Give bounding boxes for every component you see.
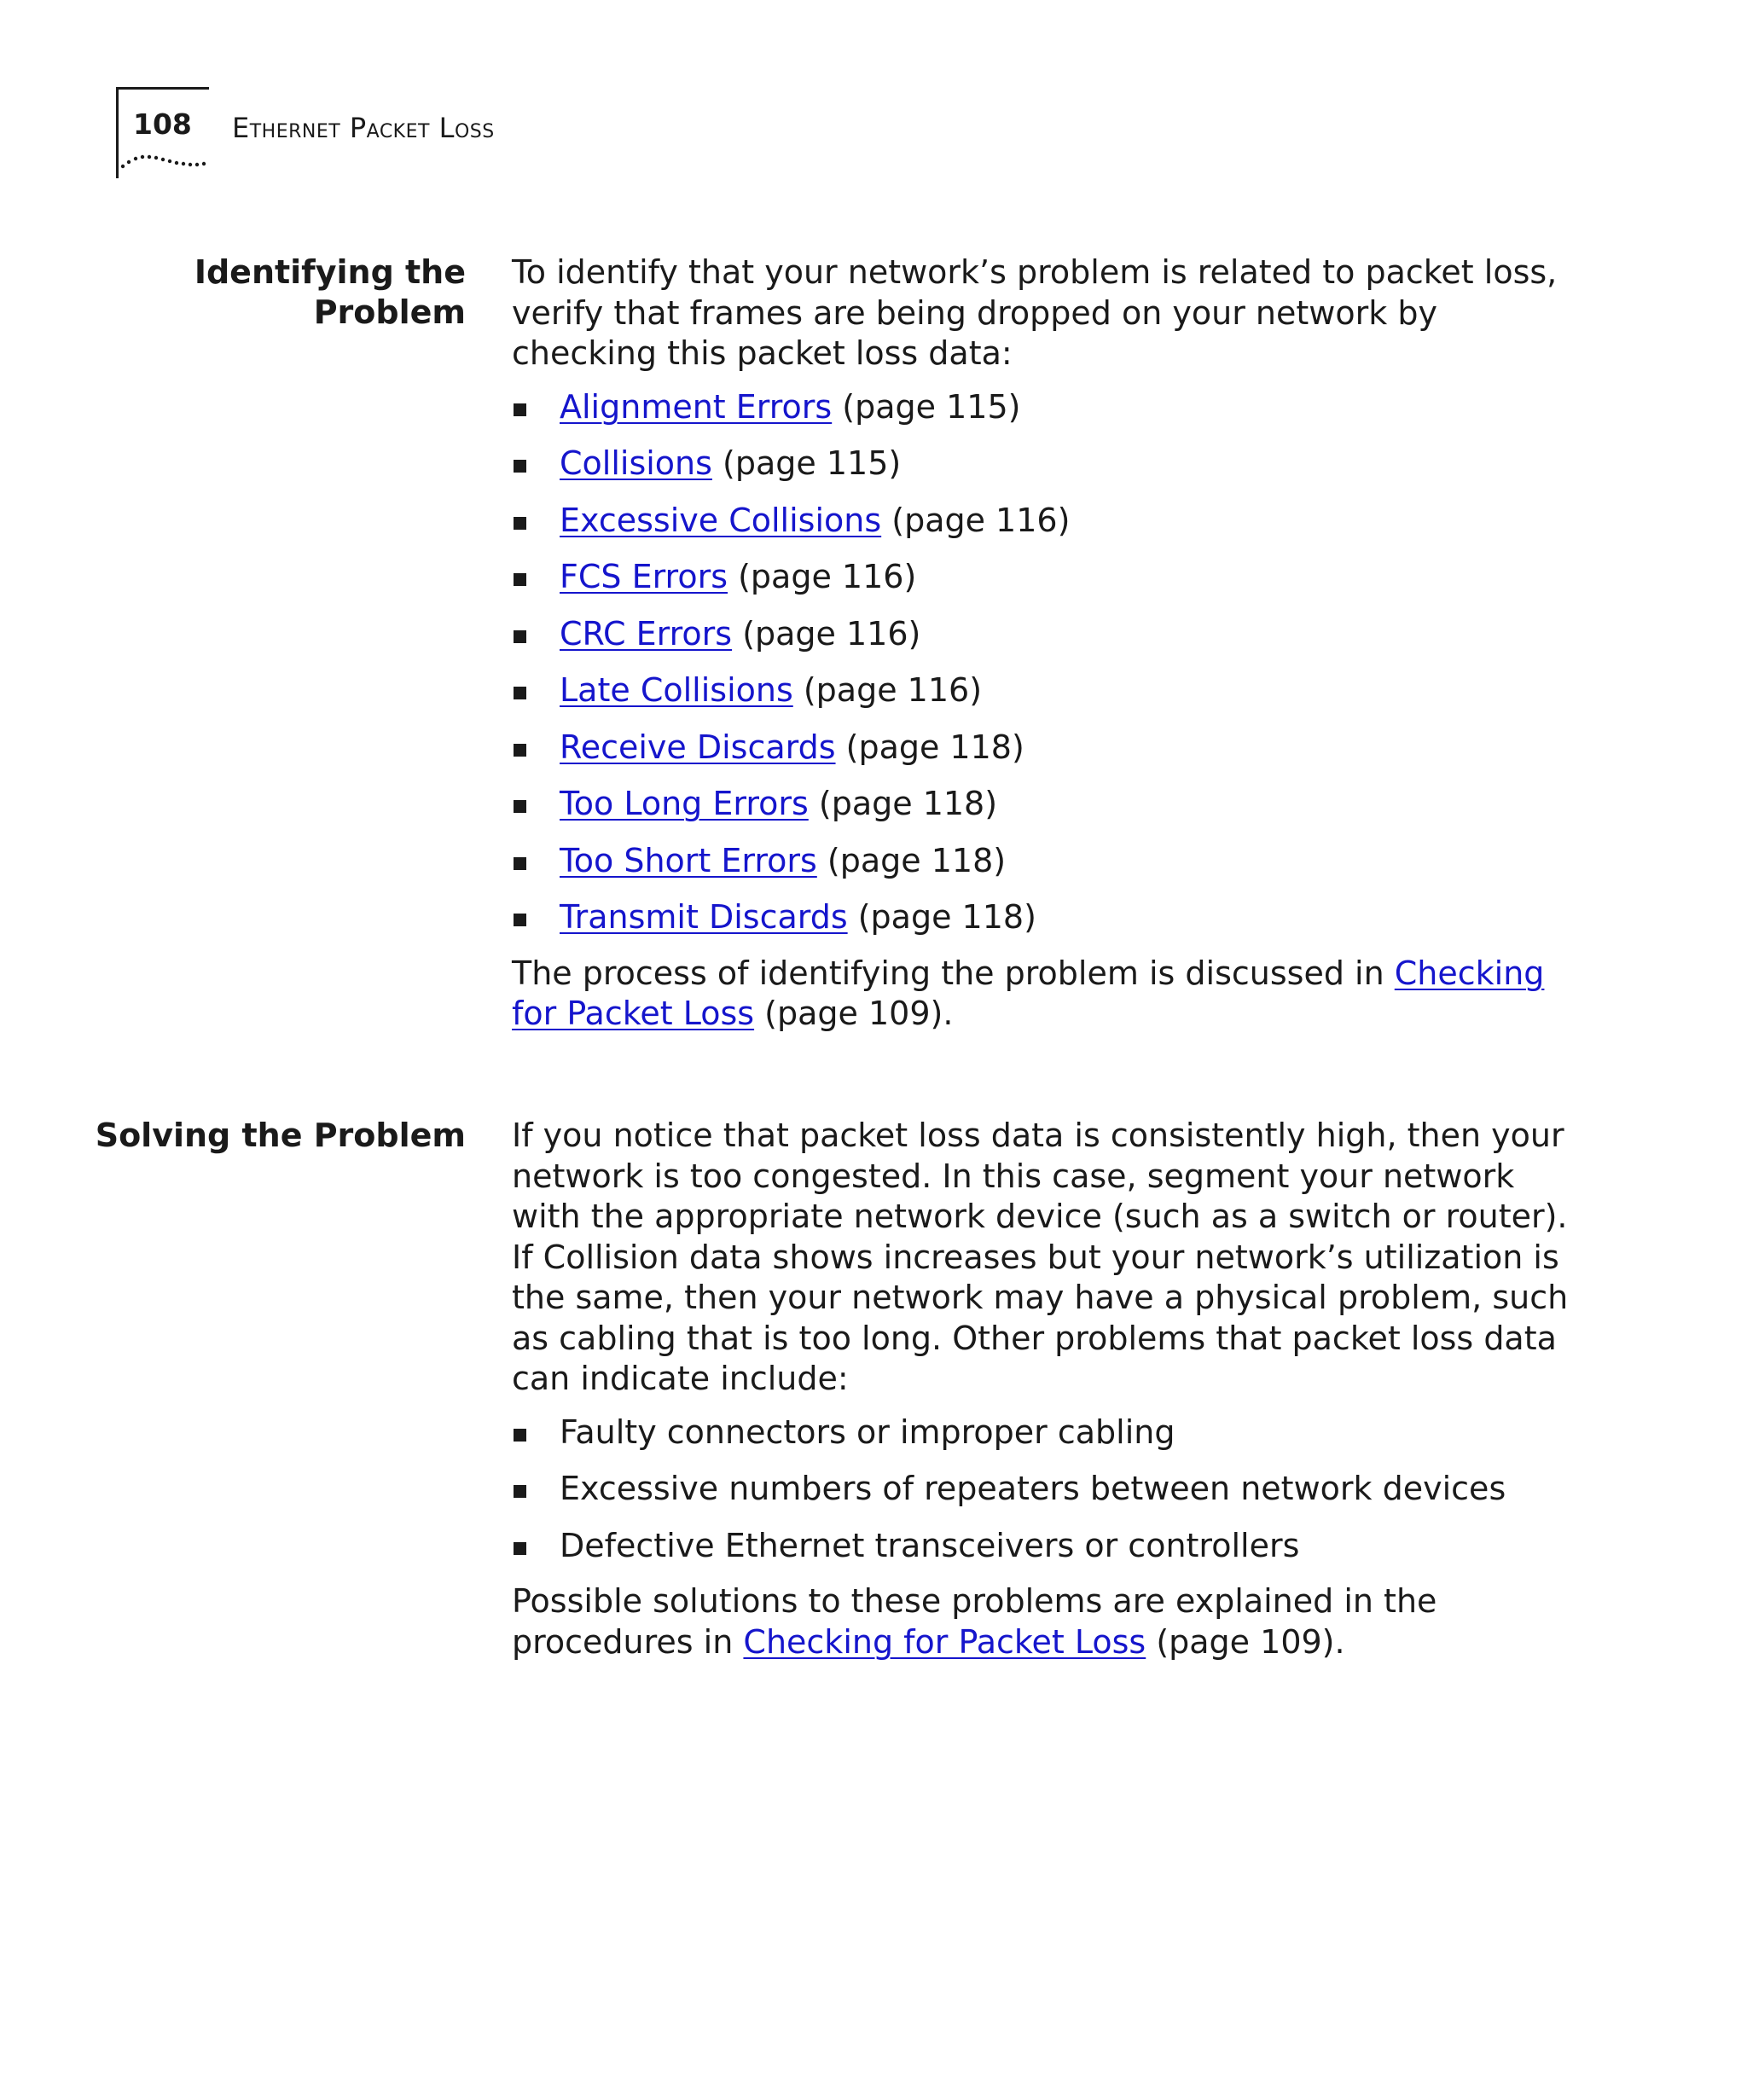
page-ref: (page 109). xyxy=(764,995,954,1032)
intro-paragraph: If you notice that packet loss data is consistently high, then your network is too congested. In this case, segment your network with the appropriate network device (such as a switch or router). If Collision data shows increases but your network’s utilization is the same, then your network may have a physical problem, such as cabling that is too long. Other problems that packet loss data can indicate include: xyxy=(512,1117,1569,1397)
link-receive-discards[interactable]: Receive Discards xyxy=(560,728,836,766)
square-bullet-icon xyxy=(514,460,526,473)
closing-paragraph xyxy=(512,1581,1570,1662)
page-ref: (page 116) xyxy=(742,614,921,653)
list-item xyxy=(512,783,1570,824)
square-bullet-icon xyxy=(514,630,526,643)
list-item xyxy=(512,443,1570,484)
page-header xyxy=(0,0,1747,188)
square-bullet-icon xyxy=(514,1542,526,1555)
closing-text: The process of identifying the problem is discussed in xyxy=(512,954,1384,992)
dotted-arc-decoration xyxy=(119,150,208,171)
page-ref: (page 115) xyxy=(723,444,902,482)
square-bullet-icon xyxy=(514,1429,526,1442)
square-bullet-icon xyxy=(514,857,526,870)
list-item xyxy=(512,556,1570,597)
page-ref: (page 116) xyxy=(891,501,1071,539)
link-crc-errors[interactable]: CRC Errors xyxy=(560,614,733,653)
square-bullet-icon xyxy=(514,744,526,757)
list-item xyxy=(512,670,1570,711)
link-checking-for-packet-loss[interactable]: Checking for Packet Loss xyxy=(512,954,1545,1032)
list-item-text: Faulty connectors or improper cabling xyxy=(560,1413,1175,1451)
list-item xyxy=(512,840,1570,881)
page-ref: (page 109). xyxy=(1156,1622,1345,1661)
link-too-short-errors[interactable]: Too Short Errors xyxy=(560,841,817,879)
link-excessive-collisions[interactable]: Excessive Collisions xyxy=(560,501,882,539)
square-bullet-icon xyxy=(514,687,526,699)
page-ref: (page 118) xyxy=(818,785,998,822)
list-item-text: Defective Ethernet transceivers or controllers xyxy=(560,1526,1300,1564)
section-body xyxy=(512,252,1570,1035)
page-ref: (page 118) xyxy=(845,728,1024,766)
link-checking-for-packet-loss[interactable]: Checking for Packet Loss xyxy=(743,1622,1146,1661)
page-number: 108 xyxy=(133,107,192,141)
page-ref: (page 116) xyxy=(738,558,917,595)
square-bullet-icon xyxy=(514,517,526,530)
link-transmit-discards[interactable]: Transmit Discards xyxy=(560,898,848,936)
square-bullet-icon xyxy=(514,403,526,416)
page-ref: (page 118) xyxy=(857,898,1036,936)
page-ref: (page 115) xyxy=(842,387,1021,426)
page-ref: (page 116) xyxy=(803,671,983,709)
list-item xyxy=(512,1525,1570,1566)
list-item-text: Excessive numbers of repeaters between network devices xyxy=(560,1470,1506,1507)
page-ref: (page 118) xyxy=(827,841,1007,879)
link-fcs-errors[interactable]: FCS Errors xyxy=(560,558,728,595)
section-heading-line: Identifying the xyxy=(194,253,466,291)
link-collisions[interactable]: Collisions xyxy=(560,444,712,482)
section-heading: Solving the Problem xyxy=(95,1117,466,1154)
section-body xyxy=(512,1116,1570,1662)
running-head: Ethernet Packet Loss xyxy=(232,112,495,144)
list-item xyxy=(512,500,1570,541)
link-too-long-errors[interactable]: Too Long Errors xyxy=(560,785,809,822)
list-item xyxy=(512,613,1570,654)
link-alignment-errors[interactable]: Alignment Errors xyxy=(560,387,833,426)
packet-loss-data-list xyxy=(512,386,1570,938)
closing-text: Possible solutions to these problems are explained in the procedures in xyxy=(512,1582,1437,1661)
list-item xyxy=(512,1412,1570,1453)
list-item xyxy=(512,727,1570,768)
list-item xyxy=(512,896,1570,937)
square-bullet-icon xyxy=(514,573,526,586)
problems-list xyxy=(512,1412,1570,1566)
list-item xyxy=(512,386,1570,427)
intro-paragraph: To identify that your network’s problem is related to packet loss, verify that frames are being dropped on your network by checking this packet loss data: xyxy=(512,253,1558,372)
list-item xyxy=(512,1468,1570,1509)
section-heading-line: Problem xyxy=(313,293,466,331)
section-heading xyxy=(90,252,466,333)
square-bullet-icon xyxy=(514,1485,526,1498)
square-bullet-icon xyxy=(514,914,526,926)
closing-paragraph xyxy=(512,954,1570,1035)
square-bullet-icon xyxy=(514,800,526,813)
link-late-collisions[interactable]: Late Collisions xyxy=(560,671,793,709)
